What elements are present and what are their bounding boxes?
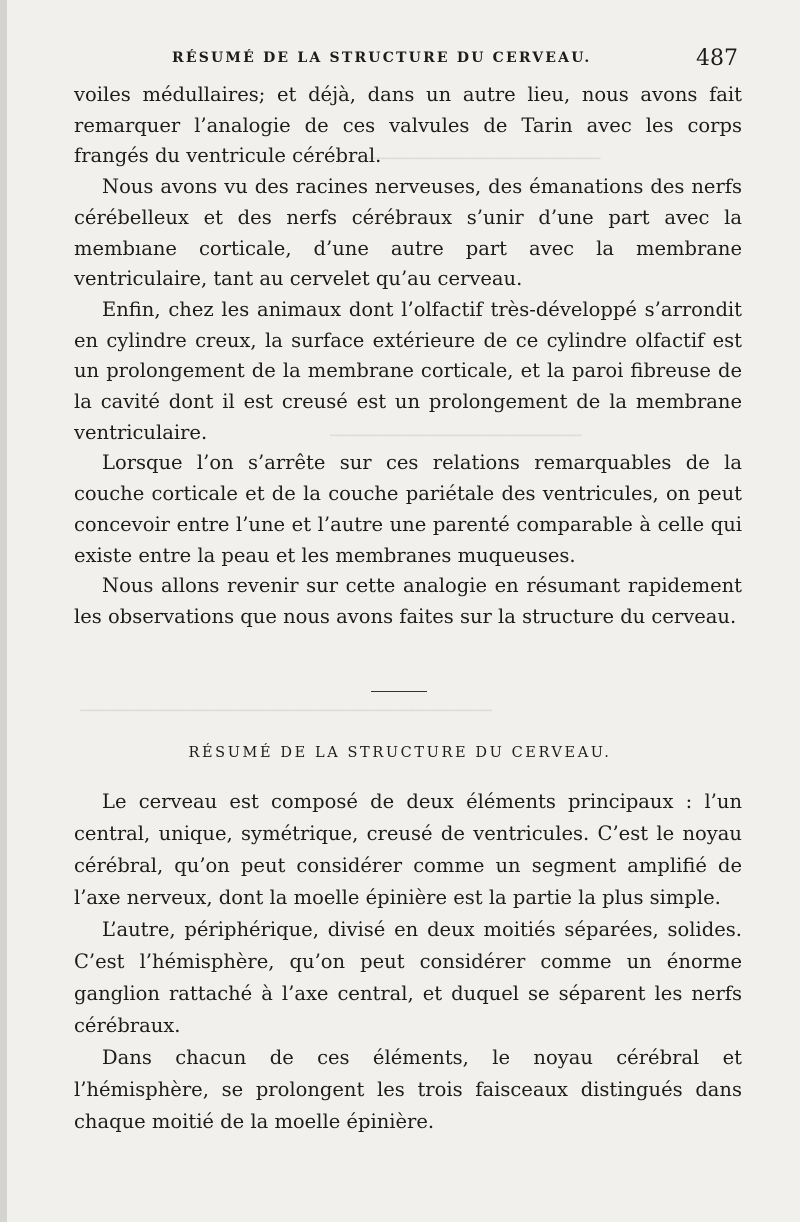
running-head-title: RÉSUMÉ DE LA STRUCTURE DU CERVEAU.: [172, 50, 592, 66]
paragraph: Nous allons revenir sur cette analogie en résumant rapidement les observations que nous avons faites sur la structure du cerveau.: [74, 574, 742, 628]
section-divider: [371, 691, 427, 692]
paragraph: L’autre, périphérique, divisé en deux moitiés séparées, solides. C’est l’hémisphère, qu’on peut considérer comme un énorme ganglion rattaché à l’axe central, et duquel se séparent les nerfs cérébraux.: [74, 918, 742, 1037]
paragraph: Lorsque l’on s’arrête sur ces relations remarquables de la couche corticale et de la couche pariétale des ventricules, on peut concevoir entre l’une et l’autre une parenté comparable à celle qui existe entre la peau et les membranes muqueuses.: [74, 451, 742, 567]
running-head: [72, 46, 740, 76]
scan-edge: [0, 0, 7, 1222]
paragraph: Le cerveau est composé de deux éléments principaux : l’un central, unique, symétrique, creusé de ventricules. C’est le noyau cérébral, qu’on peut considérer comme un segment amplifié de l’axe nerveux, dont la moelle épinière est la partie la plus simple.: [74, 790, 742, 909]
page-number: 487: [696, 46, 738, 71]
show-through-1: ─────────────────────: [360, 148, 601, 170]
show-through-2: ──────────────────────: [330, 425, 582, 447]
paragraph: Nous avons vu des racines nerveuses, des émanations des nerfs cérébelleux et des nerfs cérébraux s’unir d’une part avec la membıane corticale, d’une autre part avec la membrane ventriculaire, tant au cervelet qu’au cerveau.: [74, 175, 742, 291]
paragraph: voiles médullaires; et déjà, dans un autre lieu, nous avons fait remarquer l’analogie de ces valvules de Tarin avec les corps frangés du ventricule cérébral.: [74, 83, 742, 168]
body-text-bottom: [74, 786, 742, 1138]
paragraph: Dans chacun de ces éléments, le noyau cérébral et l’hémisphère, se prolongent les trois faisceaux distingués dans chaque moitié de la moelle épinière.: [74, 1046, 742, 1133]
body-text-top: [74, 80, 742, 633]
show-through-3: ────────────────────────────────────: [80, 700, 492, 722]
paragraph: Enfin, chez les animaux dont l’olfactif très-développé s’arrondit en cylindre creux, la surface extérieure de ce cylindre olfactif est un prolongement de la membrane corticale, et la paroi fibreuse de la cavité dont il est creusé est un prolongement de la membrane ventriculaire.: [74, 297, 742, 444]
section-heading: RÉSUMÉ DE LA STRUCTURE DU CERVEAU.: [188, 745, 612, 761]
